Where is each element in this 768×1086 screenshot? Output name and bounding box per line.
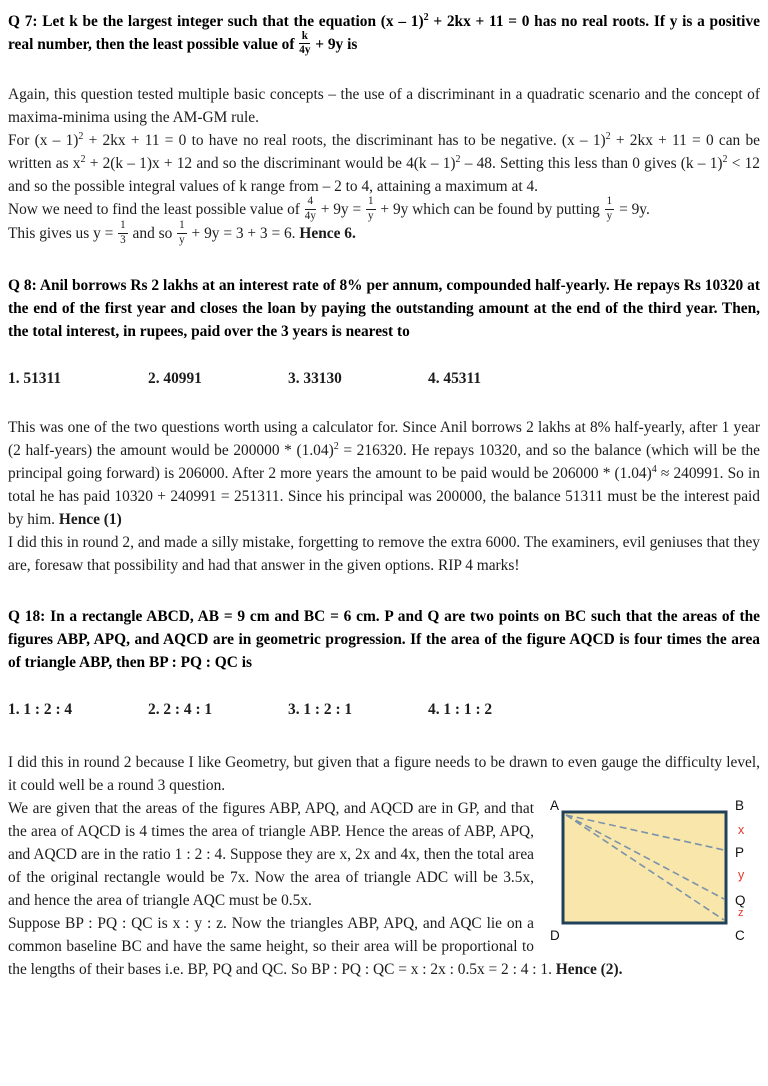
q8-option-1: 1. 51311 <box>8 370 62 388</box>
vertex-label-d: D <box>550 928 560 944</box>
question-18-options <box>8 698 760 721</box>
segment-label-z: z <box>738 907 744 920</box>
segment-label-x: x <box>738 823 745 838</box>
question-8-solution: This was one of the two questions worth using a calculator for. Since Anil borrows 2 lakhs at 8% half-yearly, after 1 year (2 half-years) the amount would be $200000 * (1.04)^2 = 216320$. He repays 10320, and so the balance (which will be the principal going forward) is 206000. After 2 more years the amount to be paid would be $206000 * (1.04)^4 \approx 240991$. So in total he has paid 10320 + 240991 = 251311. Since his principal was 200000, the balance 51311 must be the interest paid by him. Hence (1) I did this in round 2, and made a silly mistake, forgetting to remove the extra 6000. The examiners, evil geniuses that they are, foresaw that possibility and had that answer in the given options. RIP 4 marks! <box>8 419 760 575</box>
q18-option-3: 3. 1 : 2 : 1 <box>288 701 353 719</box>
q18-option-1: 1. 1 : 2 : 4 <box>8 701 73 719</box>
question-18-solution-text: We are given that the areas of the figures ABP, APQ, and AQCD are in GP, and that the area of AQCD is 4 times the area of triangle ABP. Hence the areas of ABP, APQ, and AQCD are in the ratio 1 : 2 : 4. Suppose they are x, 2x and 4x, then the total area of the original rectangle would be 7x. Now the area of triangle ADC will be 3.5x, and hence the area of triangle AQC must be 0.5x. Suppose BP : PQ : QC is x : y : z. Now the triangles ABP, APQ, and AQC lie on a common baseline BC and have the same height, so their area will be proportional to the lengths of their bases i.e. BP, PQ and QC. So BP : PQ : QC = x : 2x : 0.5x = 2 : 4 : 1. Hence (2). <box>8 800 623 979</box>
q8-option-4: 4. 45311 <box>428 370 482 388</box>
q18-option-2: 2. 2 : 4 : 1 <box>148 701 213 719</box>
vertex-label-c: C <box>735 928 745 944</box>
q8-option-2: 2. 40991 <box>148 370 202 388</box>
question-7-solution: Again, this question tested multiple basic concepts – the use of a discriminant in a quadratic scenario and the concept of maxima-minima using the AM-GM rule. For (x – 1)$^2$ + 2kx + 11 = 0 to have no real roots, the discriminant has to be negative. (x – 1)$^2$ + 2kx + 11 = 0 can be written as $x^2 + 2(k - 1)x + 12$ and so the discriminant would be 4(k – 1)$^2$ – 48. Setting this less than 0 gives (k – 1)$^2$ < 12 and so the possible integral values of k range from – 2 to 4, attaining a maximum at 4. Now we need to find the least possible value of $\frac{4}{4y}$ + 9y = $\frac{1}{y}$ + 9y which can be found by putting $\frac{1}{y}$ = 9y. This gives us y = $\frac{1}{3}$ and so $\frac{1}{y}$ + 9y = 3 + 3 = 6. Hence 6. <box>8 86 760 246</box>
question-8-heading: Q 8: Anil borrows Rs 2 lakhs at an interest rate of 8% per annum, compounded half-yearly. He repays Rs 10320 at the end of the first year and closes the loan by paying the outstanding amount at the end of the third year. Then, the total interest, in rupees, paid over the 3 years is nearest to <box>8 277 760 341</box>
question-18-heading: Q 18: In a rectangle ABCD, AB = 9 cm and BC = 6 cm. P and Q are two points on BC such that the areas of the figures ABP, APQ, and AQCD are in geometric progression. If the area of the figure AQCD is four times the area of triangle ABP, then BP : PQ : QC is <box>8 608 760 672</box>
vertex-label-a: A <box>550 798 560 814</box>
q8-option-3: 3. 33130 <box>288 370 342 388</box>
figure-canvas <box>548 797 760 949</box>
vertex-label-b: B <box>735 798 745 814</box>
point-label-q: Q <box>735 893 746 909</box>
rectangle-figure <box>548 797 760 949</box>
question-18-solution-body <box>8 797 760 981</box>
question-18-solution-intro: I did this in round 2 because I like Geometry, but given that a figure needs to be drawn to even gauge the difficulty level, it could well be a round 3 question. <box>8 754 760 795</box>
question-7-heading: Q 7: Let k be the largest integer such that the equation (x – 1)$^2$ + 2kx + 11 = 0 has no real roots. If y is a positive real number, then the least possible value of $\frac{k}{4y}$ + 9y is <box>8 11 760 57</box>
question-8-options <box>8 367 760 390</box>
q18-option-4: 4. 1 : 1 : 2 <box>428 701 493 719</box>
segment-label-y: y <box>738 868 745 883</box>
point-label-p: P <box>735 845 745 861</box>
